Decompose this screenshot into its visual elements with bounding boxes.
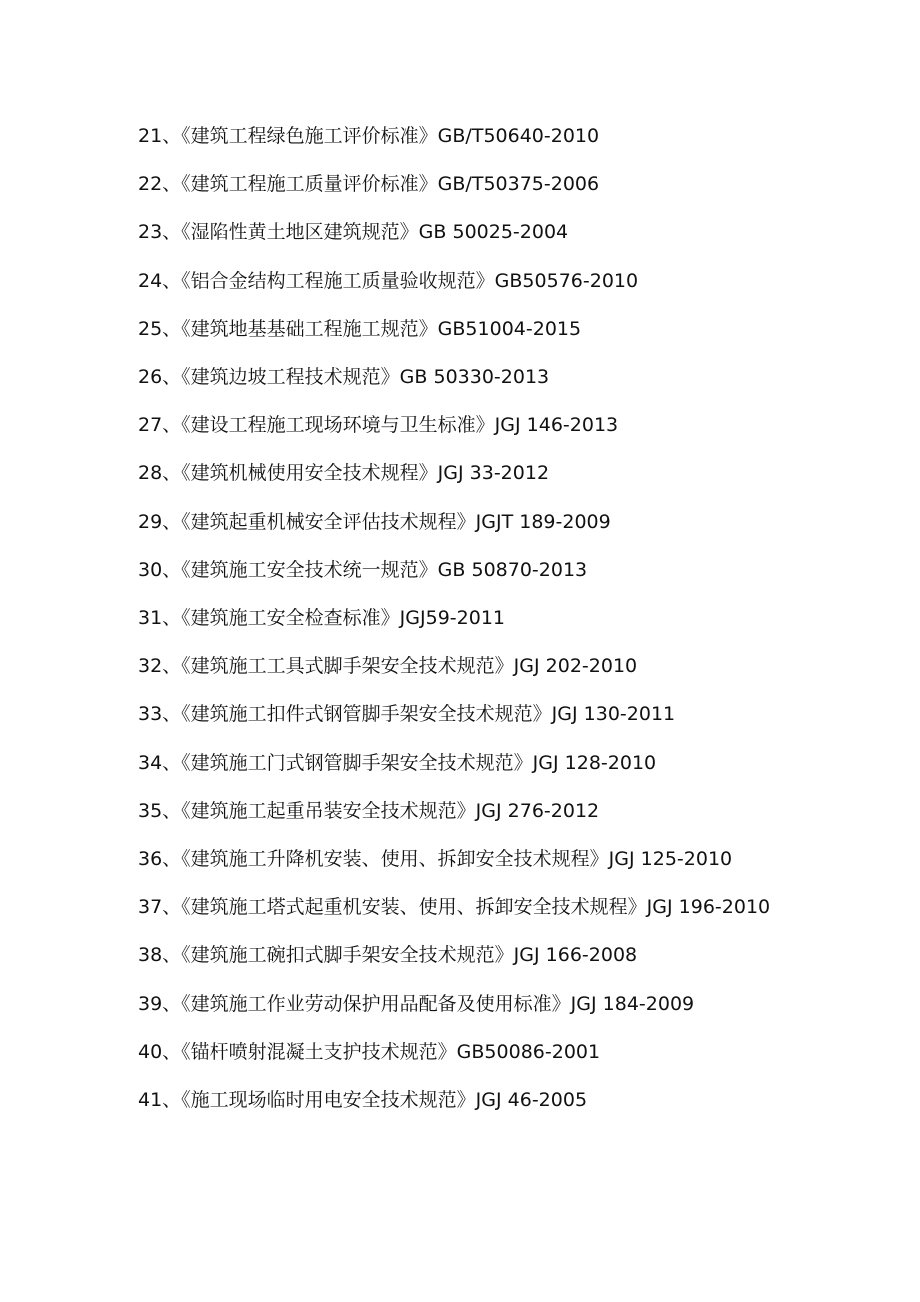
list-item: 39、《建筑施工作业劳动保护用品配备及使用标准》JGJ 184-2009 xyxy=(138,992,695,1015)
list-item: 26、《建筑边坡工程技术规范》GB 50330-2013 xyxy=(138,366,550,389)
list-item: 25、《建筑地基基础工程施工规范》GB51004-2015 xyxy=(138,317,582,340)
list-item: 40、《锚杆喷射混凝土支护技术规范》GB50086-2001 xyxy=(138,1040,601,1063)
list-item: 38、《建筑施工碗扣式脚手架安全技术规范》JGJ 166-2008 xyxy=(138,944,638,967)
list-item: 23、《湿陷性黄土地区建筑规范》GB 50025-2004 xyxy=(138,221,569,244)
list-item: 30、《建筑施工安全技术统一规范》GB 50870-2013 xyxy=(138,558,588,581)
list-item: 32、《建筑施工工具式脚手架安全技术规范》JGJ 202-2010 xyxy=(138,655,638,678)
list-item: 41、《施工现场临时用电安全技术规范》JGJ 46-2005 xyxy=(138,1089,588,1112)
list-item: 27、《建设工程施工现场环境与卫生标准》JGJ 146-2013 xyxy=(138,414,619,437)
list-item: 35、《建筑施工起重吊装安全技术规范》JGJ 276-2012 xyxy=(138,799,600,822)
list-item: 36、《建筑施工升降机安装、使用、拆卸安全技术规程》JGJ 125-2010 xyxy=(138,848,733,871)
standards-list xyxy=(138,112,783,1124)
list-item: 24、《铝合金结构工程施工质量验收规范》GB50576-2010 xyxy=(138,269,639,292)
list-item: 21、《建筑工程绿色施工评价标准》GB/T50640-2010 xyxy=(138,125,600,147)
list-item: 34、《建筑施工门式钢管脚手架安全技术规范》JGJ 128-2010 xyxy=(138,751,657,774)
list-item: 29、《建筑起重机械安全评估技术规程》JGJT 189-2009 xyxy=(138,510,611,533)
list-item: 37、《建筑施工塔式起重机安装、使用、拆卸安全技术规程》JGJ 196-2010 xyxy=(138,896,771,919)
list-item: 28、《建筑机械使用安全技术规程》JGJ 33-2012 xyxy=(138,462,550,485)
list-item: 33、《建筑施工扣件式钢管脚手架安全技术规范》JGJ 130-2011 xyxy=(138,703,676,726)
list-item: 22、《建筑工程施工质量评价标准》GB/T50375-2006 xyxy=(138,173,600,196)
list-item: 31、《建筑施工安全检查标准》JGJ59-2011 xyxy=(138,607,505,630)
